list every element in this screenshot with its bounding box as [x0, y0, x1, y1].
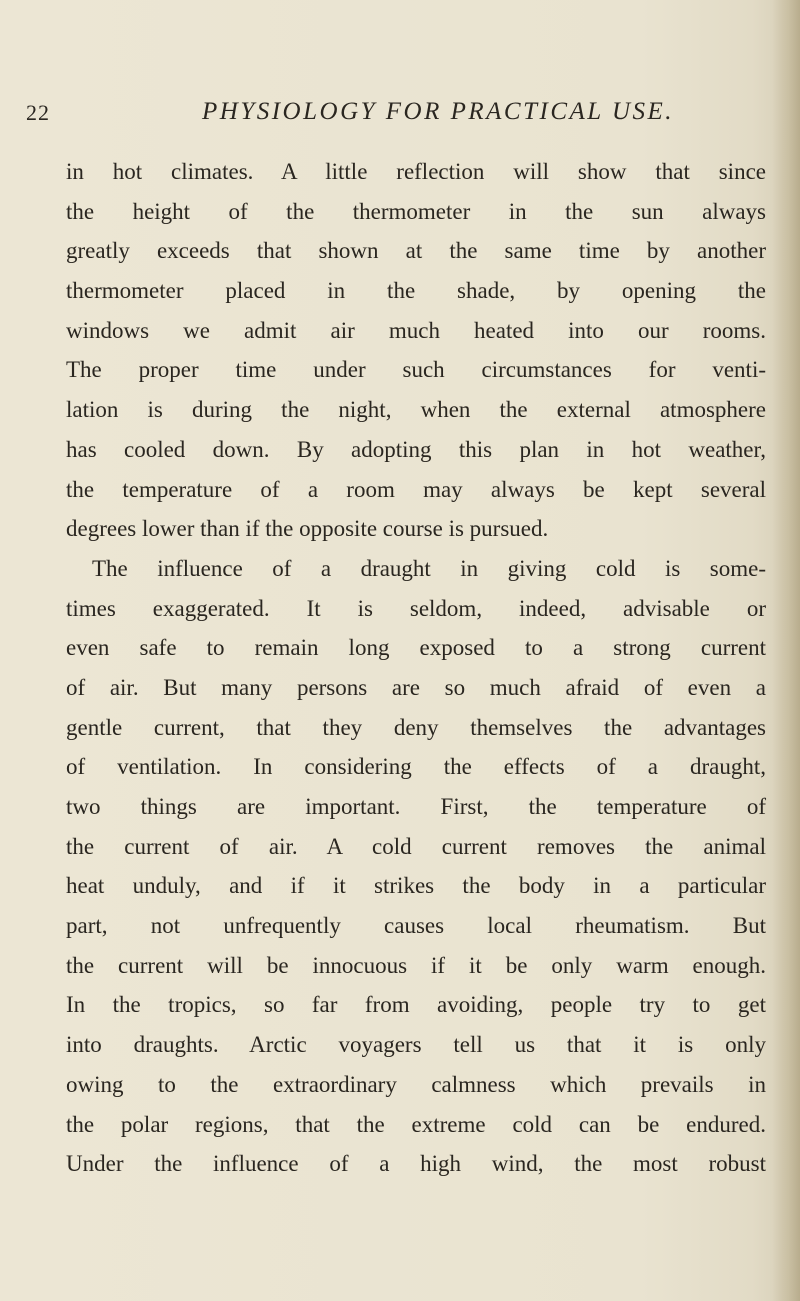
text-line: two things are important. First, the temperature of	[66, 794, 766, 819]
text-line: degrees lower than if the opposite course is pursued.	[66, 516, 549, 542]
text-line: the current will be innocuous if it be only warm enough.	[66, 952, 766, 978]
text-line: windows we admit air much heated into our rooms.	[66, 317, 766, 343]
text-line: The proper time under such circumstances for venti-	[66, 357, 766, 383]
text-line: even safe to remain long exposed to a strong current	[66, 635, 766, 661]
paragraph-start-line: The influence of a draught in giving cold is some-	[92, 555, 766, 581]
page-number: 22	[26, 100, 50, 125]
text-line: times exaggerated. It is seldom, indeed, advisable or	[66, 595, 766, 621]
text-line: has cooled down. By adopting this plan in hot weather,	[66, 436, 766, 462]
text-line: In the tropics, so far from avoiding, people try to get	[66, 992, 766, 1018]
text-line: heat unduly, and if it strikes the body in a particular	[66, 873, 766, 899]
text-line: of ventilation. In considering the effects of a draught,	[66, 754, 766, 780]
text-line: thermometer placed in the shade, by opening the	[66, 278, 766, 304]
page-edge-shadow	[772, 0, 800, 1301]
text-line: lation is during the night, when the external atmosphere	[66, 397, 766, 423]
text-line: owing to the extraordinary calmness which prevails in	[66, 1071, 766, 1097]
text-line: of air. But many persons are so much afraid of even a	[66, 674, 766, 700]
text-line: the temperature of a room may always be kept several	[66, 476, 766, 502]
text-line: the current of air. A cold current removes the animal	[66, 833, 766, 859]
text-line: greatly exceeds that shown at the same time by another	[66, 238, 766, 264]
text-line: part, not unfrequently causes local rheumatism. But	[66, 913, 766, 939]
text-line: Under the influence of a high wind, the most robust	[66, 1151, 766, 1177]
text-line: gentle current, that they deny themselves the advantages	[66, 714, 766, 740]
text-line: in hot climates. A little reflection will show that since	[66, 159, 766, 184]
body-text	[66, 152, 766, 1184]
text-line: the polar regions, that the extreme cold can be endured.	[66, 1111, 766, 1137]
page-header	[26, 98, 746, 138]
text-line: into draughts. Arctic voyagers tell us that it is only	[66, 1032, 766, 1058]
text-line: the height of the thermometer in the sun always	[66, 198, 766, 224]
running-title: PHYSIOLOGY FOR PRACTICAL USE.	[202, 98, 675, 125]
